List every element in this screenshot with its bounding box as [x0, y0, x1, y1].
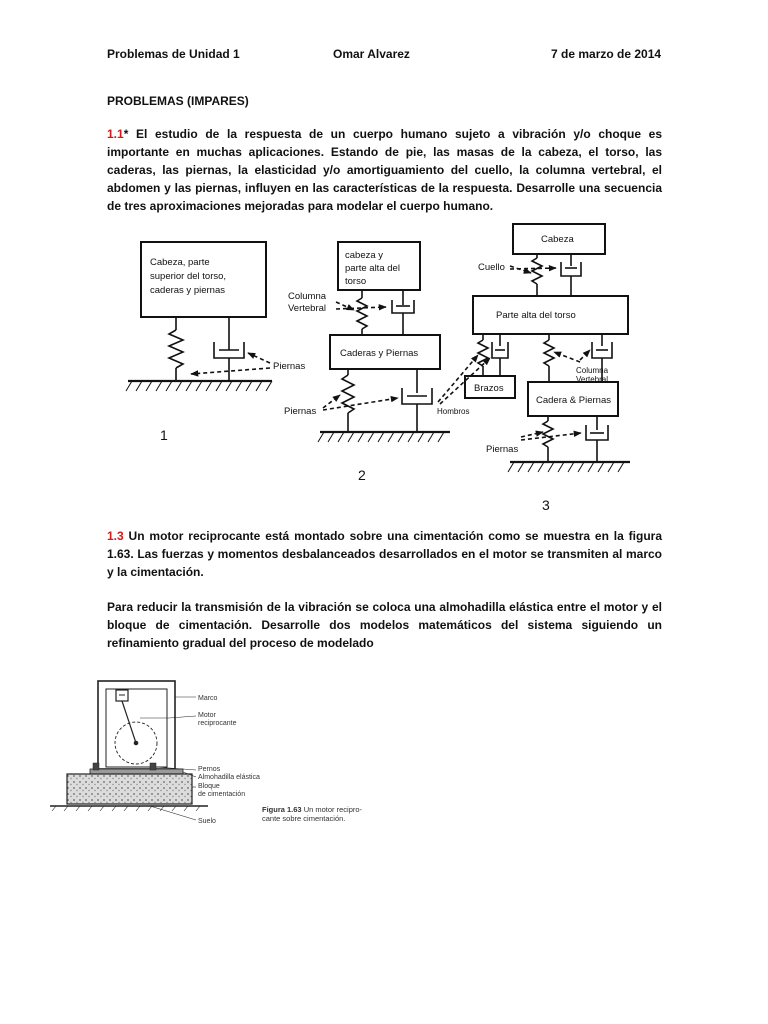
foundation-block: [67, 774, 192, 804]
m3-cabeza-label: Cabeza: [541, 234, 574, 245]
pernos-label: Pernos: [198, 766, 221, 773]
m2-lower-spring: [342, 375, 354, 413]
m2-number: 2: [358, 467, 366, 483]
header-left: Problemas de Unidad 1: [107, 47, 240, 61]
m3-piernas-label: Piernas: [486, 444, 519, 455]
problem-3-paragraph: [107, 527, 662, 581]
m2-mid-label: Caderas y Piernas: [340, 348, 419, 359]
marco-label: Marco: [198, 695, 218, 702]
m2-hombros-label: Hombros: [437, 407, 470, 416]
motor-label-1: Motor: [198, 712, 216, 719]
problem-3-number: 1.3: [107, 529, 124, 543]
body-models-figure: [100, 218, 660, 518]
frame-inner: [106, 689, 167, 767]
m1-piernas-label: Piernas: [273, 361, 306, 372]
m2-top-line-3: torso: [345, 276, 367, 287]
m3-columna-line-2: Vertebral: [576, 375, 609, 384]
section-title: PROBLEMAS (IMPARES): [107, 94, 249, 108]
transmission-paragraph: Para reducir la transmisión de la vibración se coloca una almohadilla elástica entre el motor y el bloque de cimentación. Desarrolle dos modelos matemáticos del sistema siguiendo un refinamiento gradual del proceso de modelado: [107, 600, 662, 650]
problem-1-star: *: [123, 127, 129, 141]
m2-piernas-label: Piernas: [284, 406, 317, 417]
problem-1-paragraph: [107, 125, 662, 215]
m1-box-line-1: Cabeza, parte: [150, 257, 210, 268]
elastic-pad: [90, 769, 183, 774]
m2-top-line-2: parte alta del: [345, 263, 400, 274]
frame-outer: [98, 681, 175, 769]
m2-columna-line-2: Vertebral: [288, 303, 327, 314]
m2-columna-line-1: Columna: [288, 291, 327, 302]
header-date: 7 de marzo de 2014: [551, 47, 662, 61]
m3-number: 3: [542, 497, 550, 513]
motor-foundation-figure: [48, 676, 368, 836]
m3-brazos-label: Brazos: [474, 383, 504, 394]
figure-caption-rest: Un motor recipro-: [301, 805, 363, 814]
figure-caption-line-2: cante sobre cimentación.: [262, 814, 346, 823]
m3-torso-label: Parte alta del torso: [496, 310, 576, 321]
motor-label-2: reciprocante: [198, 720, 237, 727]
m2-top-line-1: cabeza y: [345, 250, 384, 261]
m3-columna-line-1: Columna: [576, 366, 609, 375]
m1-spring: [169, 330, 183, 368]
m1-box-line-2: superior del torso,: [150, 271, 227, 282]
m1-number: 1: [160, 427, 168, 443]
m2-upper-spring: [357, 298, 367, 329]
m1-box-line-3: caderas y piernas: [150, 285, 225, 296]
m3-cadera-label: Cadera & Piernas: [536, 395, 611, 406]
bloque-label-2: de cimentación: [198, 791, 246, 798]
bloque-label-1: Bloque: [198, 783, 220, 790]
header-author: Omar Alvarez: [333, 47, 410, 61]
problem-1-text: El estudio de la respuesta de un cuerpo humano sujeto a vibración y/o choque es importante en muchas aplicaciones. Estando de pie, las masas de la cabeza, el torso, las caderas, las piernas, la elasticidad y/o amortiguamiento del cuello, la columna vertebral, el abdomen y las piernas, influyen en las características de la respuesta. Desarrolle una secuencia de tres aproximaciones mejoradas para modelar el cuerpo humano.: [107, 127, 662, 213]
problem-3-text: Un motor reciprocante está montado sobre una cimentación como se muestra en la figura 1.63. Las fuerzas y momentos desbalanceados desarrollados en el motor se transmiten al marco y la cimentación.: [107, 529, 662, 579]
figure-caption-bold: Figura 1.63: [262, 805, 302, 814]
almohadilla-label: Almohadilla elástica: [198, 774, 260, 781]
problem-1-number: 1.1: [107, 127, 124, 141]
m3-cuello-label: Cuello: [478, 262, 505, 273]
figure-caption-line-1: [262, 805, 363, 814]
m3-neck-spring: [532, 258, 542, 284]
suelo-label: Suelo: [198, 818, 216, 825]
